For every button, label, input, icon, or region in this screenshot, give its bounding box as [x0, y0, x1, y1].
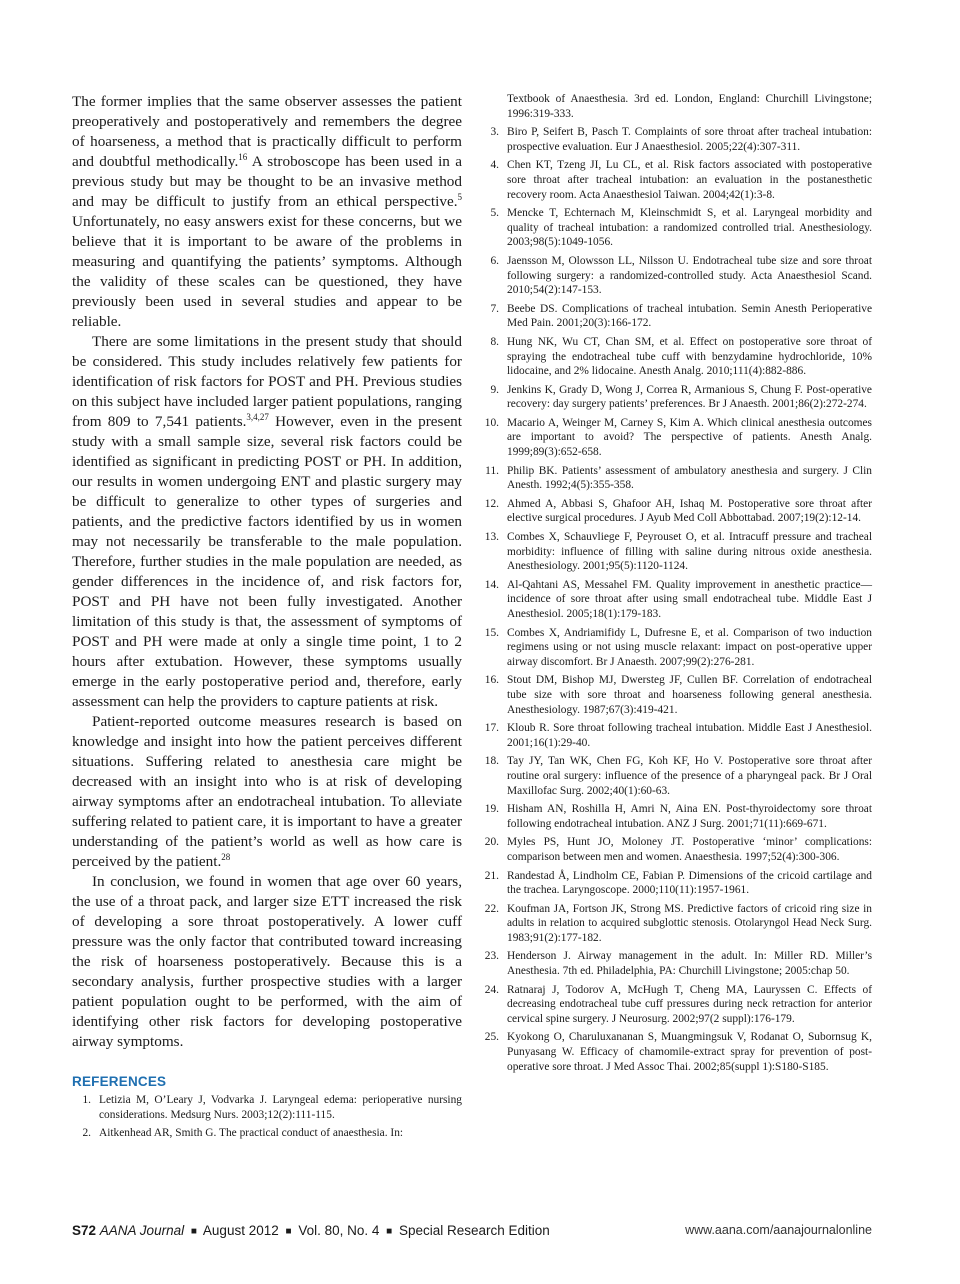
reference-item: 5. Mencke T, Echternach M, Kleinschmidt S, et al. Laryngeal morbidity and quality of tracheal intubation: a randomized controlled trial. Anesthesiology. 2003;98(5):1049-1056.	[490, 207, 872, 249]
reference-item: 11. Philip BK. Patients’ assessment of ambulatory anesthesia and surgery. J Clin Anesth. 1992;4(5):355-358.	[485, 464, 872, 492]
references-list-right	[480, 92, 872, 1074]
reference-item: 1. Letizia M, O’Leary J, Vodvarka J. Laryngeal edema: perioperative nursing considerations. Medsurg Nurs. 2003;12(2):111-115.	[82, 1094, 462, 1121]
body-paragraph: Patient-reported outcome measures research is based on knowledge and insight into how the patient perceives different situations. Suffering related to anesthesia care might be decreased with an insight into who is at risk of developing airway symptoms after an endotracheal intubation. To alleviate suffering related to patient care, it is important to have a greater understanding of the patient’s world as well as how care is perceived by the patient.$^{28}$	[72, 713, 462, 870]
journal-name: AANA Journal	[99, 1223, 185, 1238]
reference-item: 22. Koufman JA, Fortson JK, Strong MS. Predictive factors of cricoid ring size in adults in relation to acquired subglottic stenosis. Otolaryngol Head Neck Surg. 1983;91(2):177-182.	[484, 902, 872, 944]
reference-item: 16. Stout DM, Bishop MJ, Dwersteg JF, Cullen BF. Correlation of endotracheal tube size with sore throat and hoarseness following general anesthesia. Anesthesiology. 1987;67(3):419-421.	[484, 674, 872, 716]
edition-label: Special Research Edition	[398, 1223, 550, 1238]
reference-item: 7. Beebe DS. Complications of tracheal intubation. Semin Anesth Perioperative Med Pain. 2001;20(3):166-172.	[490, 302, 872, 330]
reference-item: 13. Combes X, Schauvliege F, Peyrouset O, et al. Intracuff pressure and tracheal morbidity: influence of filling with saline during nitrous oxide anesthesia. Anesthesiology. 2001;95(5):1120-1124.	[484, 531, 872, 573]
reference-item: 21. Randestad Å, Lindholm CE, Fabian P. Dimensions of the cricoid cartilage and the trachea. Laryngoscope. 2000;110(11):1957-1961.	[484, 869, 872, 897]
reference-item: 20. Myles PS, Hunt JO, Moloney JT. Postoperative ‘minor’ complications: comparison between men and women. Anaesthesia. 1997;52(4):300-306.	[484, 836, 872, 863]
issue-date: August 2012	[202, 1223, 279, 1238]
separator-icon: ■	[386, 1226, 393, 1237]
reference-item: 25. Kyokong O, Charuluxananan S, Muangmingsuk V, Rodanat O, Subornsug K, Punyasang W. Efficacy of chamomile-extract spray for prevention of post-operative sore throat. J Med Assoc Thai. 2002;85(suppl 1):S180-S185.	[484, 1031, 872, 1073]
reference-item: 3. Biro P, Seifert B, Pasch T. Complaints of sore throat after tracheal intubation: prospective evaluation. Eur J Anaesthesiol. 2005;22(4):307-311.	[490, 126, 872, 153]
journal-url[interactable]: www.aana.com/aanajournalonline	[685, 1223, 872, 1237]
reference-item: 18. Tay JY, Tan WK, Chen FG, Koh KF, Ho V. Postoperative sore throat after routine oral surgery: influence of the presence of a pharyngeal pack. Br J Oral Maxillofac Surg. 2002;40(1):60-63.	[484, 755, 872, 797]
reference-item: 14. Al-Qahtani AS, Messahel FM. Quality improvement in anesthetic practice—incidence of sore throat after using small endotracheal tube. Middle East J Anesthesiol. 2005;18(1):179-183.	[484, 578, 872, 620]
reference-item: 4. Chen KT, Tzeng JI, Lu CL, et al. Risk factors associated with postoperative sore throat after tracheal intubation: an evaluation in the postanesthetic recovery room. Acta Anaesthesiol Taiwan. 2004;42(1):3-8.	[490, 159, 872, 201]
volume-info: Vol. 80, No. 4	[298, 1223, 380, 1238]
body-paragraph: In conclusion, we found in women that age over 60 years, the use of a throat pack, and larger size ETT increased the risk of developing a sore throat postoperatively. A lower cuff pressure was the only factor that contributed toward increasing the risk of hoarseness postoperatively. Because this is a secondary analysis, further prospective studies with a larger patient population ought to be performed, with the aim of identifying other risk factors for developing postoperative airway symptoms.	[72, 873, 462, 1050]
reference-item: 9. Jenkins K, Grady D, Wong J, Correa R, Armanious S, Chung F. Post-operative recovery: day surgery patients’ preferences. Br J Anaesth. 2001;86(2):272-274.	[490, 383, 872, 411]
reference-item: 12. Ahmed A, Abbasi S, Ghafoor AH, Ishaq M. Postoperative sore throat after elective surgical procedures. J Ayub Med Coll Abbottabad. 2007;19(2):12-14.	[484, 497, 872, 525]
reference-item: 2. Aitkenhead AR, Smith G. The practical conduct of anaesthesia. In:	[82, 1127, 404, 1140]
footer-citation	[72, 1223, 550, 1238]
references-heading: REFERENCES	[72, 1074, 167, 1089]
reference-item: 15. Combes X, Andriamifidy L, Dufresne E, et al. Comparison of two induction regimens using or not using muscle relaxant: impact on post-operative upper airway discomfort. Br J Anaesth. 2007;99(2):276-281.	[484, 626, 872, 668]
body-paragraph: There are some limitations in the present study that should be considered. This study includes relatively few patients for identification of risk factors for POST and PH. Previous studies on this subject have included larger patient populations, ranging from 809 to 7,541 patients.$^{3,4,27}$ However, even in the present study with a small sample size, several risk factors could be identified as significant in predicting POST or PH. In addition, our results in women undergoing ENT and plastic surgery may be difficult to generalize to other types of surgeries and patients, and the predictive factors identified by us in women may not necessarily be transferable to the male population. Therefore, further studies in the male population are needed, as gender differences in the incidence of, and risk factors for, POST and PH have not been fully investigated. Another limitation of this study is that, the assessment of symptoms of POST and PH were made at only a single time point, 1 to 2 hours after extubation. However, these symptoms usually emerge in the early postoperative period and, therefore, early assessment can help the providers to capture patients at risk.	[72, 333, 462, 710]
separator-icon: ■	[285, 1226, 292, 1237]
left-column	[72, 92, 462, 1145]
references-list-left	[72, 1093, 462, 1141]
right-column	[480, 92, 872, 1078]
body-paragraph: The former implies that the same observer assesses the patient preoperatively and postoperatively and remembers the degree of hoarseness, a method that is practically difficult to perform and doubtful methodically.$^{16}$ A stroboscope has been used in a previous study but may be thought to be an invasive method and may be difficult to justify from an ethical perspective.$^5$ Unfortunately, no easy answers exist for these concerns, but we believe that it is important to be aware of the problems in measuring and quantifying the patients’ symptoms. Although the validity of these scales can be questioned, they have previously been used in several studies and appear to be reliable.	[72, 93, 462, 330]
reference-continuation: Textbook of Anaesthesia. 3rd ed. London, England: Churchill Livingstone; 1996:319-333.	[507, 93, 872, 120]
reference-item: 17. Kloub R. Sore throat following tracheal intubation. Middle East J Anesthesiol. 2001;16(1):29-40.	[484, 722, 872, 749]
reference-item: 24. Ratnaraj J, Todorov A, McHugh T, Cheng MA, Lauryssen C. Effects of decreasing endotracheal tube cuff pressures during neck retraction for anterior cervical spine surgery. J Neurosurg. 2002;97(2 suppl):176-179.	[484, 983, 872, 1025]
page-number: S72	[72, 1223, 97, 1238]
reference-item: 6. Jaensson M, Olowsson LL, Nilsson U. Endotracheal tube size and sore throat following surgery: a randomized-controlled study. Acta Anaesthesiol Scand. 2010;54(2):147-153.	[490, 254, 872, 297]
page-footer	[72, 1223, 872, 1241]
separator-icon: ■	[190, 1226, 197, 1237]
reference-item: 10. Macario A, Weinger M, Carney S, Kim A. Which clinical anesthesia outcomes are important to avoid? The perspective of patients. Anesth Analg. 1999;89(3):652-658.	[484, 416, 872, 459]
reference-item: 8. Hung NK, Wu CT, Chan SM, et al. Effect on postoperative sore throat of spraying the endotracheal tube cuff with benzydamine hydrochloride, 10% lidocaine, and 2% lidocaine. Anesth Analg. 2010;111(4):882-886.	[490, 335, 872, 378]
reference-item: 19. Hisham AN, Roshilla H, Amri N, Aina EN. Post-thyroidectomy sore throat following endotracheal intubation. ANZ J Surg. 2001;71(11):669-671.	[484, 803, 872, 830]
reference-item: 23. Henderson J. Airway management in the adult. In: Miller RD. Miller’s Anesthesia. 7th ed. Philadelphia, PA: Churchill Livingstone; 2005:chap 50.	[484, 950, 872, 978]
